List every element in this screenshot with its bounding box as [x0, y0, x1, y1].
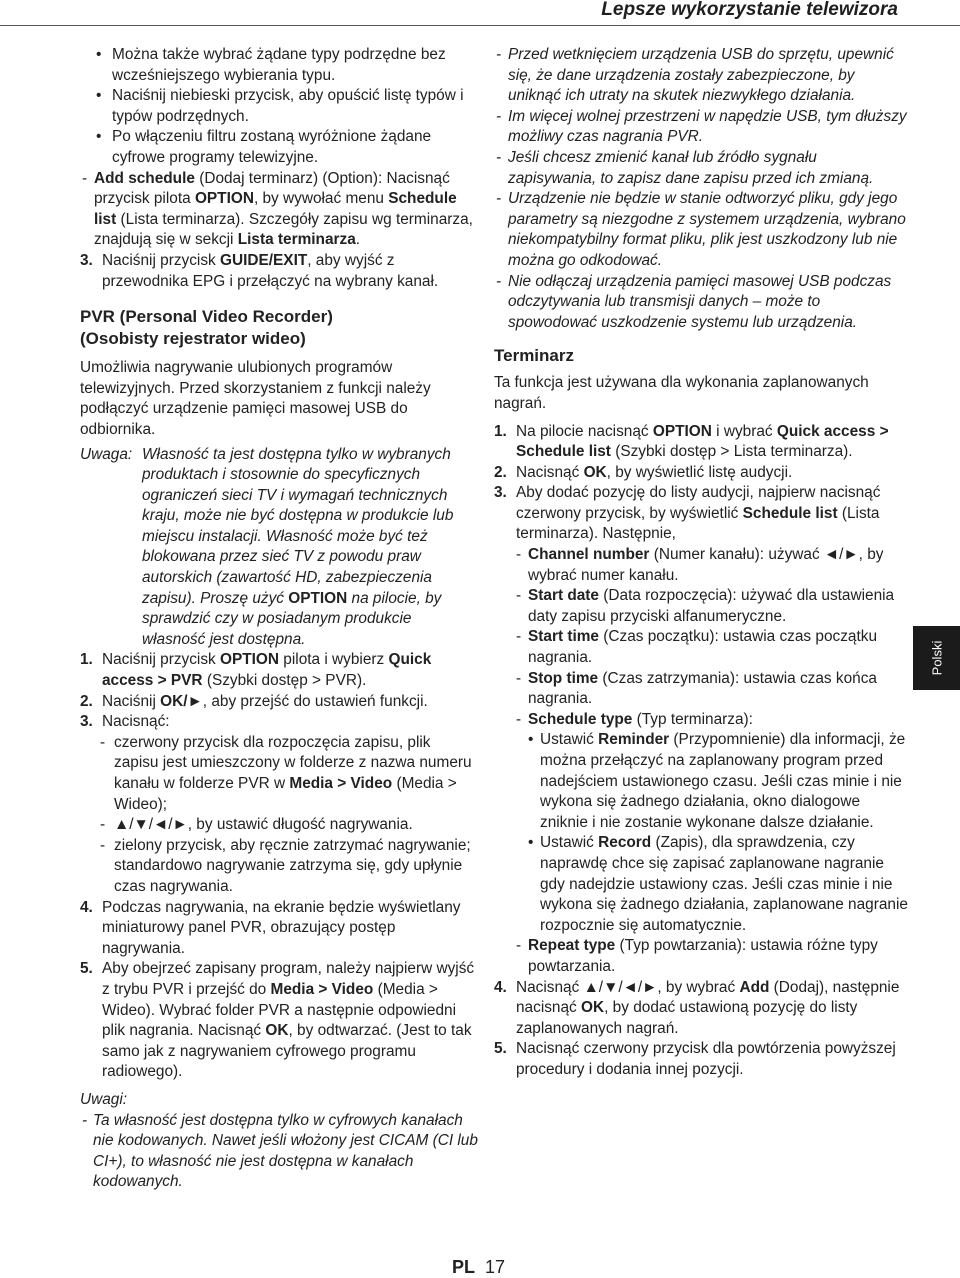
note-item: - Ta własność jest dostępna tylko w cyfrowych kanałach nie kodowanych. Nawet jeśli włożony jest CICAM (CI lub CI+), to własność nie jest dostępna w kanałach kodowanych. [82, 1111, 478, 1191]
page-footer [452, 1257, 505, 1278]
step-item: 3. Naciśnij przycisk GUIDE/EXIT, aby wyjść z przewodnika EPG i przełączyć na wybrany kanał. [80, 251, 439, 290]
note-item: - Jeśli chcesz zmienić kanał lub źródło sygnału zapisywania, to zapisz dane zapisu przed ich zmianą. [496, 148, 874, 187]
right-column [494, 45, 908, 1081]
add-schedule-item: - Add schedule (Dodaj terminarz) (Option): Nacisnąć przycisk pilota OPTION, by wywołać menu Schedule list (Lista terminarza). Szczegóły zapisu wg terminarza, znajdują się w sekcji Lista terminarza. [82, 169, 473, 249]
page-number: 17 [485, 1257, 506, 1277]
section-heading-terminarz: Terminarz [494, 346, 574, 366]
step-item: 1. Naciśnij przycisk OPTION pilota i wybierz Quick access > PVR (Szybki dostęp > PVR). [80, 651, 432, 690]
list-item: • Można także wybrać żądane typy podrzędne bez wcześniejszego wybierania typu. [96, 46, 446, 84]
footer-lang: PL [452, 1257, 476, 1277]
language-tab [913, 626, 960, 690]
step-item: 2. Naciśnij OK/►, aby przejść do ustawień funkcji. [80, 692, 428, 710]
sub-item: - Stop time (Czas zatrzymania): ustawia czas końca nagrania. [516, 669, 877, 708]
sub-item: - zielony przycisk, aby ręcznie zatrzymać nagrywanie; standardowo nagrywanie zatrzyma się, gdy upłynie czas nagrywania. [100, 836, 471, 895]
header-rule [0, 25, 960, 26]
step-item: 5. Aby obejrzeć zapisany program, należy najpierw wyjść z trybu PVR i przejść do Media > Video (Media > Wideo). Wybrać folder PVR a następnie odpowiedni plik nagrania. Nacisnąć OK, by odtwarzać. (Jest to tak samo jak z nagrywaniem cyfrowego programu radiowego). [80, 960, 475, 1081]
step-item: 4. Podczas nagrywania, na ekranie będzie wyświetlany miniaturowy panel PVR, obrazujący postęp nagrywania. [80, 898, 461, 957]
step-item: 2. Nacisnąć OK, by wyświetlić listę audycji. [494, 463, 793, 481]
notes-label: Uwagi: [80, 1090, 128, 1108]
note-item: - Nie odłączaj urządzenia pamięci masowej USB podczas odczytywania lub transmisji danych – może to spowodować uszkodzenie systemu lub urządzenia. [496, 272, 892, 331]
page-header-title: Lepsze wykorzystanie telewizora [601, 0, 898, 20]
note-block: Uwaga: Własność ta jest dostępna tylko w wybranych produktach i stosownie do specyficznych ograniczeń sieci TV i wymagań technicznych kraju, może nie być dostępna w produkcie lub miejscu instalacji. Własność może być też blokowana przez sieć TV z powodu praw autorskich (zawartość HD, zabezpieczenia zapisu). Proszę użyć OPTION na pilocie, by sprawdzić czy w posiadanym produkcie własność jest dostępna. [80, 445, 454, 648]
section-heading-pvr: PVR (Personal Video Recorder) (Osobisty rejestrator wideo) [80, 307, 333, 349]
note-item: - Przed wetknięciem urządzenia USB do sprzętu, upewnić się, że dane urządzenia zostały zabezpieczone, by uniknąć ich utraty na skutek niezwykłego działania. [496, 46, 894, 105]
step-item: 5. Nacisnąć czerwony przycisk dla powtórzenia powyższej procedury i dodania innej pozycji. [494, 1040, 896, 1078]
sub-item: - Start time (Czas początku): ustawia czas początku nagrania. [516, 628, 878, 667]
sub-item: - Channel number (Numer kanału): używać ◄/►, by wybrać numer kanału. [516, 546, 884, 584]
list-item: • Po włączeniu filtru zostaną wyróżnione żądane cyfrowe programy telewizyjne. [96, 128, 432, 166]
note-item: - Urządzenie nie będzie w stanie odtworzyć pliku, gdy jego parametry są niezgodne z systemem urządzenia, wybrano niekompatybilny format pliku, plik jest uszkodzony lub nie można go odkodować. [496, 190, 906, 269]
sub-item: - Schedule type (Typ terminarza): [516, 710, 753, 728]
sub-item: - czerwony przycisk dla rozpoczęcia zapisu, plik zapisu jest umieszczony w folderze z nazwa numeru kanału w folderze PVR w Media > Video (Media > Wideo); [100, 733, 472, 813]
sub-item: - Start date (Data rozpoczęcia): używać dla ustawienia daty zapisu przyciski alfanumeryczne. [516, 587, 895, 625]
sub-item: - ▲/▼/◄/►, by ustawić długość nagrywania. [100, 816, 413, 834]
note-item: - Im więcej wolnej przestrzeni w napędzie USB, tym dłuższy możliwy czas nagrania PVR. [496, 107, 907, 146]
step-item: 4. Nacisnąć ▲/▼/◄/►, by wybrać Add (Dodaj), następnie nacisnąć OK, by dodać ustawioną pozycję do listy zaplanowanych nagrań. [494, 978, 900, 1037]
list-item: • Naciśnij niebieski przycisk, aby opuścić listę typów i typów podrzędnych. [96, 87, 464, 125]
step-item: 3. Aby dodać pozycję do listy audycji, najpierw nacisnąć czerwony przycisk, by wyświetlić Schedule list (Lista terminarza). Następnie, [494, 484, 881, 543]
pvr-intro: Umożliwia nagrywanie ulubionych programów telewizyjnych. Przed skorzystaniem z funkcji należy podłączyć urządzenie pamięci masowej USB do odbiornika. [80, 359, 431, 438]
sub-sub-item: • Ustawić Record (Zapis), dla sprawdzenia, czy naprawdę chce się zapisać zaplanowane nagranie gdy nadejdzie ustawiony czas. Jeśli czas minie i nie wykona się żadnego działania, zaplanowane nagranie rozpocznie się automatycznie. [528, 834, 908, 934]
step-item: 1. Na pilocie nacisnąć OPTION i wybrać Quick access > Schedule list (Szybki dostęp > Lista terminarza). [494, 422, 889, 461]
language-tab-label: Polski [929, 640, 944, 676]
left-column [80, 45, 478, 1193]
sub-item: - Repeat type (Typ powtarzania): ustawia różne typy powtarzania. [516, 937, 878, 975]
sub-sub-item: • Ustawić Reminder (Przypomnienie) dla informacji, że można przełączyć na zaplanowany program przed nadejściem ustawionego czasu. Jeśli czas minie i nie wykona się żadnego działania, okno dialogowe zniknie i nie zostanie wykonane dalsze działanie. [528, 731, 906, 831]
step-item: 3. Nacisnąć: [80, 713, 170, 731]
terminarz-intro: Ta funkcja jest używana dla wykonania zaplanowanych nagrań. [494, 374, 869, 412]
